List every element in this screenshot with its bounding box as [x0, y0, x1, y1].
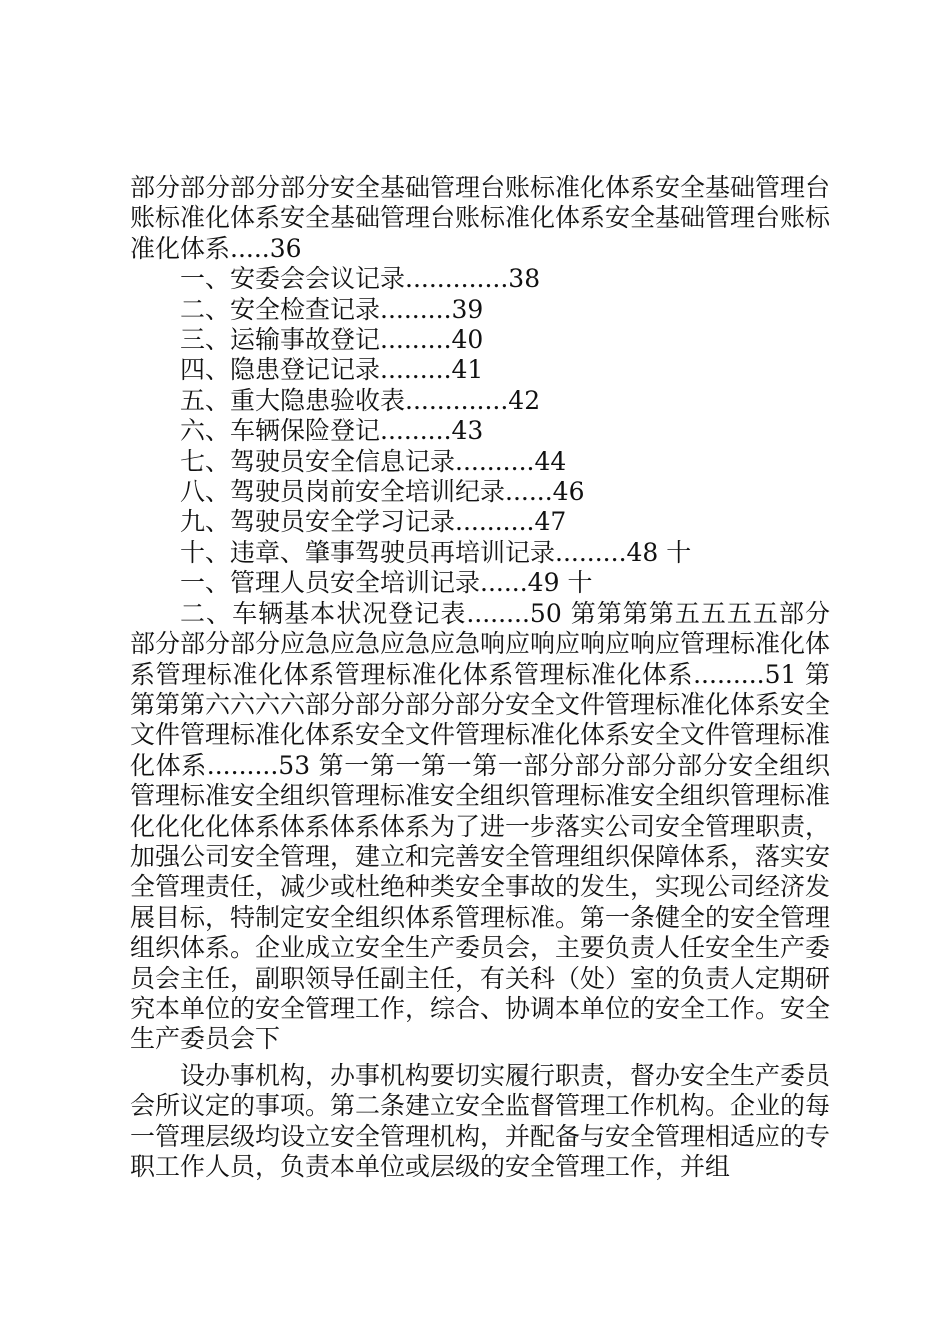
body-paragraph: 二、车辆基本状况登记表........50 第第第第五五五五部分部分部分部分应急应急应急应急响应响应响应响应管理标准化体系管理标准化体系管理标准化体系管理标准化体系.........51 第第第第六六六六部分部分部分部分安全文件管理标准化体系安全文件管理标准化体系安全文件管理标准化体系安全文件管理标准化体系.........53 第一第一第一第一部分部分部分部分安全组织管理标准安全组织管理标准安全组织管理标准安全组织管理标准化化化化体系体系体系体系为了进一步落实公司安全管理职责，加强公司安全管理，建立和完善安全管理组织保障体系，落实安全管理责任，减少或杜绝种类安全事故的发生，实现公司经济发展目标，特制定安全组织体系管理标准。第一条健全的安全管理组织体系。企业成立安全生产委员会，主要负责人任安全生产委员会主任，副职领导任副主任，有关科（处）室的负责人定期研究本单位的安全管理工作，综合、协调本单位的安全工作。安全生产委员会下: [130, 598, 831, 1054]
toc-item: 二、安全检查记录.........39: [180, 294, 484, 324]
document-body: [130, 173, 830, 1182]
toc-item: 四、隐患登记记录.........41: [180, 355, 484, 385]
toc-item: 八、驾驶员岗前安全培训纪录......46: [180, 477, 585, 507]
continuation-paragraph: 设办事机构，办事机构要切实履行职责，督办安全生产委员会所议定的事项。第二条建立安全监督管理工作机构。企业的每一管理层级均设立安全管理机构，并配备与安全管理相适应的专职工作人员，负责本单位或层级的安全管理工作，并组: [130, 1060, 831, 1181]
toc-item: 七、驾驶员安全信息记录..........44: [180, 446, 567, 476]
toc-item: 六、车辆保险登记.........43: [180, 416, 484, 446]
toc-item: 九、驾驶员安全学习记录..........47: [180, 507, 567, 537]
toc-item: 三、运输事故登记.........40: [180, 325, 484, 355]
toc-item: 一、管理人员安全培训记录......49 十: [180, 568, 593, 598]
toc-item: 一、安委会会议记录.............38: [180, 264, 541, 294]
toc-item: 五、重大隐患验收表.............42: [180, 385, 541, 415]
toc-item: 十、违章、肇事驾驶员再培训记录.........48 十: [180, 537, 692, 567]
intro-paragraph: 部分部分部分部分安全基础管理台账标准化体系安全基础管理台账标准化体系安全基础管理台账标准化体系安全基础管理台账标准化体系.....36: [130, 173, 831, 263]
